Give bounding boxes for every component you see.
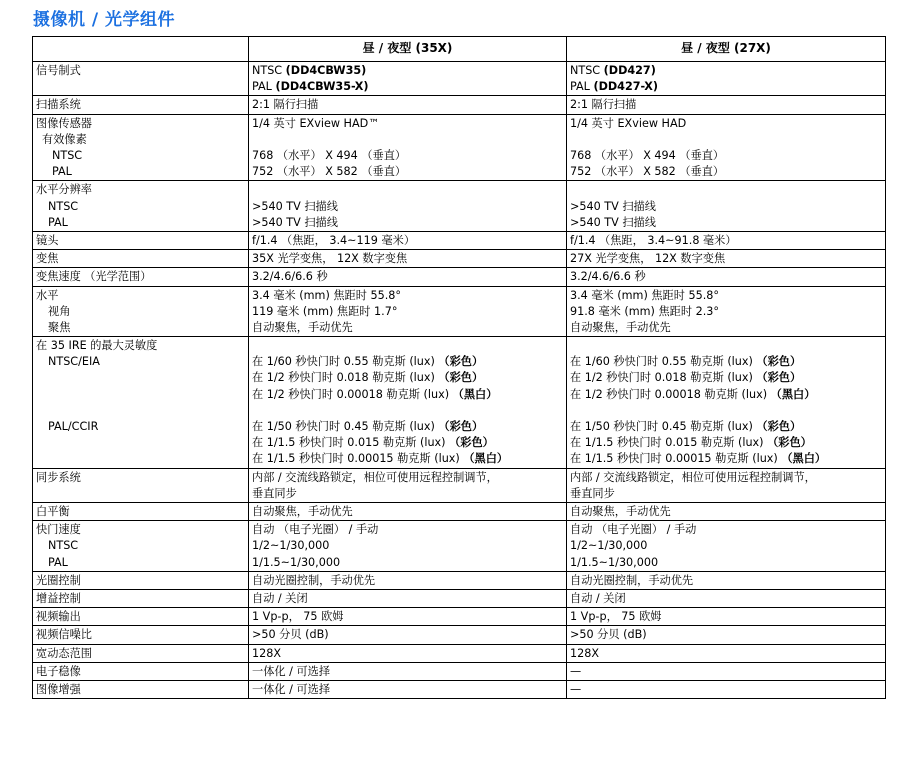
- cell-35x: 一体化 / 可选择: [249, 662, 567, 680]
- cell-27x: 3.2/4.6/6.6 秒: [567, 268, 886, 286]
- table-row: [33, 589, 886, 607]
- cell-35x: NTSC (DD4CBW35) PAL (DD4CBW35-X): [249, 62, 567, 96]
- row-label: 宽动态范围: [33, 644, 249, 662]
- row-label: 变焦: [33, 250, 249, 268]
- page-title: 摄像机 / 光学组件: [33, 10, 176, 30]
- table-row: [33, 468, 886, 502]
- row-label: 增益控制: [33, 589, 249, 607]
- table-row: [33, 96, 886, 114]
- cell-35x: f/1.4 （焦距， 3.4~119 毫米）: [249, 231, 567, 249]
- row-label: 水平分辨率 NTSC PAL: [33, 181, 249, 232]
- cell-35x: >540 TV 扫描线 >540 TV 扫描线: [249, 181, 567, 232]
- table-row: [33, 662, 886, 680]
- cell-27x: —: [567, 662, 886, 680]
- table-row: [33, 680, 886, 698]
- row-label: 水平 视角 聚焦: [33, 286, 249, 337]
- cell-27x: NTSC (DD427) PAL (DD427-X): [567, 62, 886, 96]
- cell-27x: 27X 光学变焦， 12X 数字变焦: [567, 250, 886, 268]
- row-label: 电子稳像: [33, 662, 249, 680]
- row-label: 图像增强: [33, 680, 249, 698]
- cell-35x: 1/4 英寸 EXview HAD™ 768 （水平） X 494 （垂直） 752 （水平） X 582 （垂直）: [249, 114, 567, 181]
- table-row: [33, 114, 886, 181]
- cell-27x: >540 TV 扫描线 >540 TV 扫描线: [567, 181, 886, 232]
- cell-27x: 自动 / 关闭: [567, 589, 886, 607]
- table-row: [33, 286, 886, 337]
- cell-27x: f/1.4 （焦距， 3.4~91.8 毫米）: [567, 231, 886, 249]
- table-row: [33, 268, 886, 286]
- cell-27x: —: [567, 680, 886, 698]
- row-label: 图像传感器 有效像素 NTSC PAL: [33, 114, 249, 181]
- cell-27x: 内部 / 交流线路锁定，相位可使用远程控制调节， 垂直同步: [567, 468, 886, 502]
- cell-35x: 一体化 / 可选择: [249, 680, 567, 698]
- cell-27x: 自动 （电子光圈） / 手动 1/2~1/30,000 1/1.5~1/30,000: [567, 521, 886, 572]
- cell-35x: 2:1 隔行扫描: [249, 96, 567, 114]
- cell-35x: 3.4 毫米 (mm) 焦距时 55.8° 119 毫米 (mm) 焦距时 1.7° 自动聚焦，手动优先: [249, 286, 567, 337]
- cell-27x: 3.4 毫米 (mm) 焦距时 55.8° 91.8 毫米 (mm) 焦距时 2.3° 自动聚焦，手动优先: [567, 286, 886, 337]
- row-label: 信号制式: [33, 62, 249, 96]
- cell-27x: 1 Vp-p， 75 欧姆: [567, 608, 886, 626]
- header-col-35x: 昼 / 夜型 (35X): [249, 37, 567, 62]
- table-row: [33, 337, 886, 469]
- cell-27x: 自动光圈控制，手动优先: [567, 571, 886, 589]
- cell-35x: 35X 光学变焦， 12X 数字变焦: [249, 250, 567, 268]
- row-label: 视频输出: [33, 608, 249, 626]
- cell-35x: 128X: [249, 644, 567, 662]
- cell-27x: 1/4 英寸 EXview HAD 768 （水平） X 494 （垂直） 752 （水平） X 582 （垂直）: [567, 114, 886, 181]
- table-row: [33, 571, 886, 589]
- row-label: 视频信噪比: [33, 626, 249, 644]
- cell-35x: 1 Vp-p， 75 欧姆: [249, 608, 567, 626]
- cell-27x: 2:1 隔行扫描: [567, 96, 886, 114]
- cell-27x: 自动聚焦，手动优先: [567, 502, 886, 520]
- table-row: [33, 608, 886, 626]
- cell-27x: 128X: [567, 644, 886, 662]
- row-label: 光圈控制: [33, 571, 249, 589]
- cell-27x: >50 分贝 (dB): [567, 626, 886, 644]
- spec-table: [32, 36, 886, 699]
- row-label: 在 35 IRE 的最大灵敏度 NTSC/EIA PAL/CCIR: [33, 337, 249, 469]
- table-row: [33, 626, 886, 644]
- row-label: 镜头: [33, 231, 249, 249]
- cell-35x: 3.2/4.6/6.6 秒: [249, 268, 567, 286]
- cell-35x: 自动 / 关闭: [249, 589, 567, 607]
- cell-35x: 内部 / 交流线路锁定，相位可使用远程控制调节， 垂直同步: [249, 468, 567, 502]
- table-row: [33, 502, 886, 520]
- table-row: [33, 231, 886, 249]
- cell-35x: 自动聚焦，手动优先: [249, 502, 567, 520]
- row-label: 变焦速度 （光学范围）: [33, 268, 249, 286]
- table-row: [33, 250, 886, 268]
- header-col-27x: 昼 / 夜型 (27X): [567, 37, 886, 62]
- table-header-row: [33, 37, 886, 62]
- table-row: [33, 62, 886, 96]
- header-col-label: [33, 37, 249, 62]
- cell-35x: 在 1/60 秒快门时 0.55 勒克斯 (lux) （彩色） 在 1/2 秒快门时 0.018 勒克斯 (lux) （彩色） 在 1/2 秒快门时 0.00018 勒克斯 (lux) （黑白） 在 1/50 秒快门时 0.45 勒克斯 (lux) （彩色） 在 1/1.5 秒快门时 0.015 勒克斯 (lux) （彩色） 在 1/1.5 秒快门时 0.00015 勒克斯 (lux) （黑白）: [249, 337, 567, 469]
- row-label: 快门速度 NTSC PAL: [33, 521, 249, 572]
- cell-35x: 自动 （电子光圈） / 手动 1/2~1/30,000 1/1.5~1/30,000: [249, 521, 567, 572]
- cell-35x: 自动光圈控制，手动优先: [249, 571, 567, 589]
- table-row: [33, 644, 886, 662]
- row-label: 白平衡: [33, 502, 249, 520]
- cell-35x: >50 分贝 (dB): [249, 626, 567, 644]
- table-row: [33, 181, 886, 232]
- table-row: [33, 521, 886, 572]
- cell-27x: 在 1/60 秒快门时 0.55 勒克斯 (lux) （彩色） 在 1/2 秒快门时 0.018 勒克斯 (lux) （彩色） 在 1/2 秒快门时 0.00018 勒克斯 (lux) （黑白） 在 1/50 秒快门时 0.45 勒克斯 (lux) （彩色） 在 1/1.5 秒快门时 0.015 勒克斯 (lux) （彩色） 在 1/1.5 秒快门时 0.00015 勒克斯 (lux) （黑白）: [567, 337, 886, 469]
- row-label: 扫描系统: [33, 96, 249, 114]
- row-label: 同步系统: [33, 468, 249, 502]
